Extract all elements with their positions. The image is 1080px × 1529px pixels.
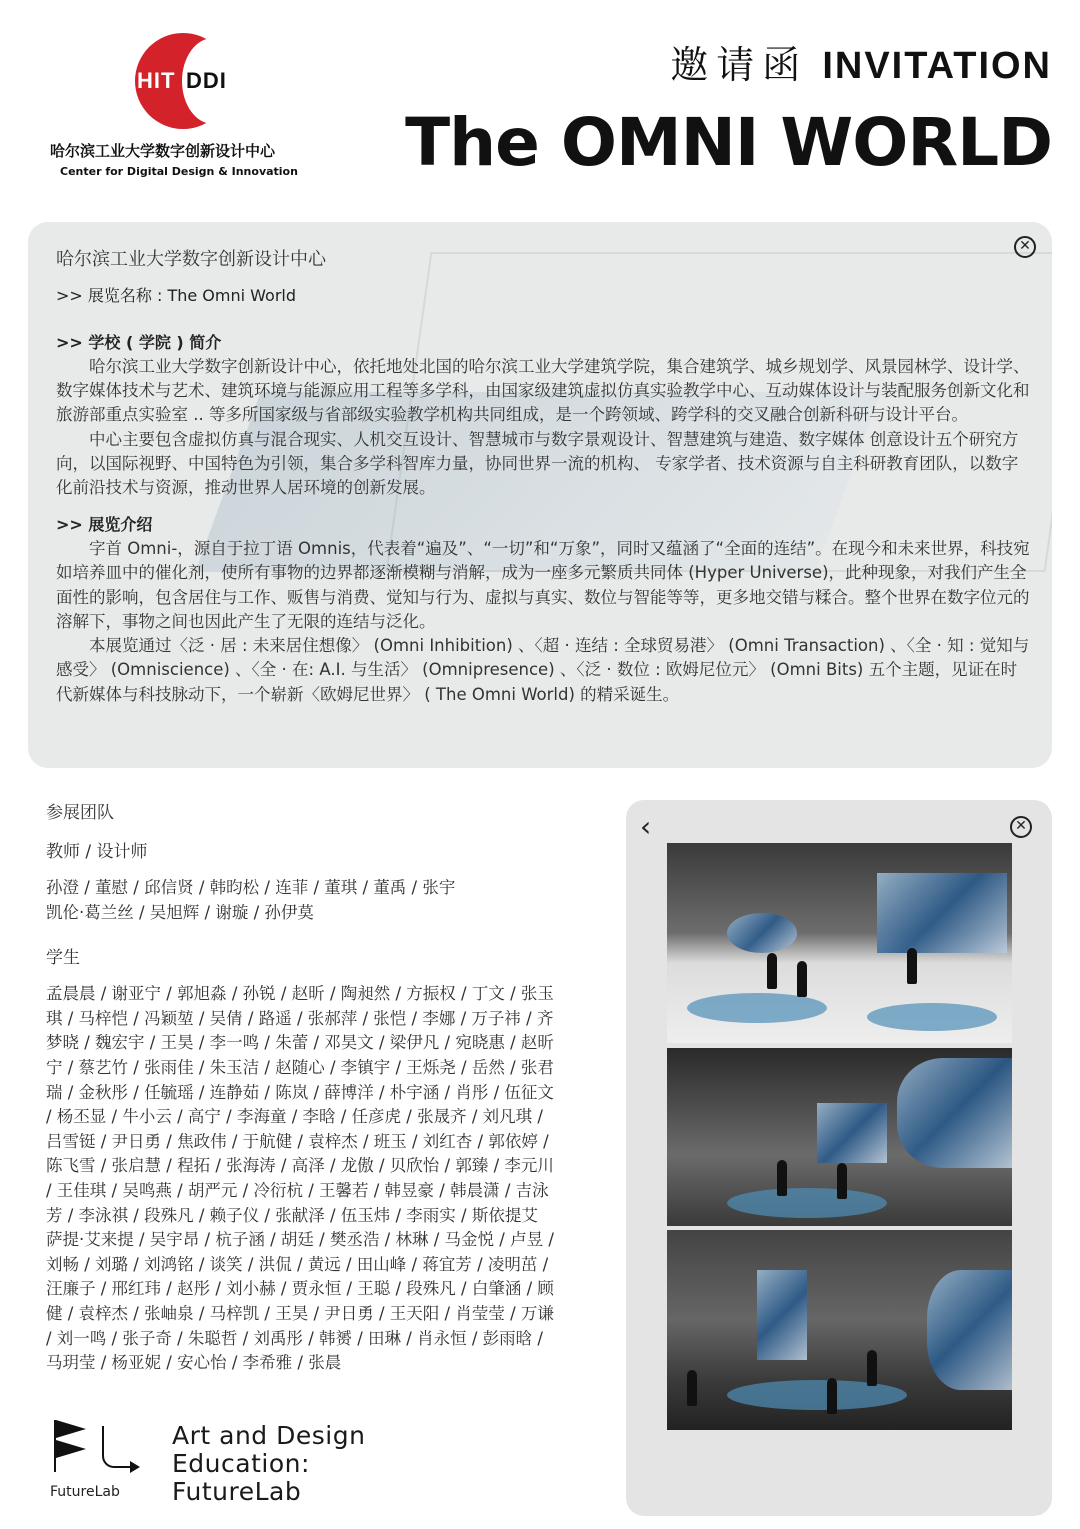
name-line: 孟晨晨 / 谢亚宁 / 郭旭淼 / 孙锐 / 赵昕 / 陶昶然 / 方振权 / 丁文 / 张玉 xyxy=(46,984,554,1004)
school-heading: >> 学校 ( 学院 ) 简介 xyxy=(56,332,222,352)
name-line: 梦晓 / 魏宏宇 / 王昊 / 李一鸣 / 朱蕾 / 邓昊文 / 梁伊凡 / 宛晓惠 / 赵昕 xyxy=(46,1033,554,1053)
invitation-en: INVITATION xyxy=(822,45,1052,87)
school-paragraph: 中心主要包含虚拟仿真与混合现实、人机交互设计、智慧城市与数字景观设计、智慧建筑与建造、数字媒体 创意设计五个研究方向，以国际视野、中国特色为引领，集合多学科智库力量，协同世界一流的机构、 专家学者、技术资源与自主科研教育团队，以数字化前沿技术与资源，推动世界人居环境的创新发展。 xyxy=(56,429,1019,498)
name-line: 琪 / 马梓恺 / 冯颖堃 / 吴倩 / 路遥 / 张郝萍 / 张恺 / 李娜 / 万子祎 / 齐 xyxy=(46,1008,554,1028)
teachers-heading: 教师 / 设计师 xyxy=(46,842,148,862)
name-line: 陈飞雪 / 张启慧 / 程拓 / 张海涛 / 高泽 / 龙傲 / 贝欣怡 / 郭臻 / 李元川 xyxy=(46,1156,554,1176)
flag-icon xyxy=(56,1440,86,1458)
name-line: 汪廉子 / 邢红玮 / 赵彤 / 刘小赫 / 贾永恒 / 王聪 / 段殊凡 / 白肇涵 / 顾 xyxy=(46,1279,554,1299)
name-line: 瑞 / 金秋彤 / 任毓瑶 / 连静茹 / 陈岚 / 薛博洋 / 朴宇涵 / 肖彤 / 伍征文 xyxy=(46,1082,554,1102)
hit-ddi-logo xyxy=(40,28,340,188)
futurelab-logo-name: FutureLab xyxy=(50,1484,120,1500)
name-line: / 刘一鸣 / 张子奇 / 朱聪哲 / 刘禹彤 / 韩赟 / 田琳 / 肖永恒 / 彭雨晗 / xyxy=(46,1328,543,1348)
name-line: / 王佳琪 / 吴鸣燕 / 胡严元 / 冷衍杭 / 王馨若 / 韩昱豪 / 韩晨潇 / 吉泳 xyxy=(46,1180,549,1200)
team-heading: 参展团队 xyxy=(46,803,114,823)
render-image-2 xyxy=(667,1048,1012,1226)
render-image-1 xyxy=(667,843,1012,1043)
name-line: 吕雪铤 / 尹日勇 / 焦政伟 / 于航健 / 袁梓杰 / 班玉 / 刘红杏 / 郭依婷 / xyxy=(46,1131,549,1151)
exhibit-name: >> 展览名称 : The Omni World xyxy=(56,286,297,306)
name-line: 芳 / 李泳祺 / 段殊凡 / 赖子仪 / 张献泽 / 伍玉炜 / 李雨实 / 斯依提艾 xyxy=(46,1205,538,1225)
students-list xyxy=(46,982,606,1376)
team-section xyxy=(46,798,606,1376)
teachers-list xyxy=(46,876,606,925)
futurelab-logo xyxy=(46,1420,166,1510)
flag-icon xyxy=(56,1420,86,1438)
name-line: 宁 / 蔡艺竹 / 张雨佳 / 朱玉洁 / 赵随心 / 李镇宇 / 王烁尧 / 岳然 / 张君 xyxy=(46,1057,554,1077)
exhibit-heading: >> 展览介绍 xyxy=(56,514,153,534)
name-line: 萨提·艾来提 / 吴宇昂 / 杭子涵 / 胡廷 / 樊丞浩 / 林琳 / 马金悦 / 卢昱 / xyxy=(46,1230,554,1250)
invitation-heading xyxy=(670,34,1052,89)
futurelab-tagline: Art and Design Education: FutureLab xyxy=(172,1421,366,1506)
close-icon[interactable]: ✕ xyxy=(1010,816,1032,838)
students-heading: 学生 xyxy=(46,948,80,969)
chevron-left-icon[interactable]: ‹ xyxy=(640,810,652,843)
arrow-icon xyxy=(102,1426,132,1468)
intro-card xyxy=(28,222,1052,768)
invitation-cn: 邀请函 xyxy=(670,45,809,87)
name-line: 健 / 袁梓杰 / 张岫泉 / 马梓凯 / 王昊 / 尹日勇 / 王天阳 / 肖莹莹 / 万谦 xyxy=(46,1303,554,1323)
render-image-3 xyxy=(667,1230,1012,1430)
name-line: 刘畅 / 刘璐 / 刘鸿铭 / 谈笑 / 洪侃 / 黄远 / 田山峰 / 蒋宜芳 / 凌明茁 / xyxy=(46,1254,549,1274)
org-name: 哈尔滨工业大学数字创新设计中心 xyxy=(56,249,326,270)
exhibit-paragraph: 本展览通过〈泛 · 居 : 未来居住想像〉 (Omni Inhibition) 、〈超 · 连结 : 全球贸易港〉 (Omni Transaction) 、〈全 · 知 : 觉知与感受〉 (Omniscience) 、〈全 · 在: A.I. 与生活〉 (Omnipresence) 、〈泛 · 数位 : 欧姆尼位元〉 (Omni Bits) 五个主题，见证在时代新媒体与科技脉动下，一个崭新〈欧姆尼世界〉 ( The Omni World) 的精采诞生。 xyxy=(56,636,1030,704)
name-line: / 杨丕显 / 牛小云 / 高宁 / 李海童 / 李晗 / 任彦虎 / 张晟齐 / 刘凡琪 / xyxy=(46,1107,543,1127)
render-gallery xyxy=(626,800,1052,1516)
logo-cn-name: 哈尔滨工业大学数字创新设计中心 xyxy=(50,142,276,160)
page-title: The OMNI WORLD xyxy=(405,104,1052,181)
school-paragraph: 哈尔滨工业大学数字创新设计中心，依托地处北国的哈尔滨工业大学建筑学院，集合建筑学、城乡规划学、风景园林学、设计学、数字媒体技术与艺术、建筑环境与能源应用工程等多学科，由国家级建筑虚拟仿真实验教学中心、互动媒体设计与装配服务创新文化和旅游部重点实验室 .. 等多所国家级与省部级实验教学机构共同组成，是一个跨领域、跨学科的交叉融合创新科研与设计平台。 xyxy=(56,356,1030,425)
exhibit-paragraph: 字首 Omni-，源自于拉丁语 Omnis，代表着“遍及”、“一切”和“万象”，同时又蕴涵了“全面的连结”。在现今和未来世界，科技宛如培养皿中的催化剂，使所有事物的边界都逐渐模糊与消解，成为一座多元繁质共同体 (Hyper Universe)，此种现象，对我们产生全面性的影响，包含居住与工作、贩售与消费、觉知与行为、虚拟与真实、数位与智能等等，更多地交错与糅合。整个世界在数字位元的溶解下，事物之间也因此产生了无限的连结与泛化。 xyxy=(56,538,1030,631)
name-line: 凯伦·葛兰丝 / 吴旭辉 / 谢璇 / 孙伊莫 xyxy=(46,902,314,922)
logo-mark-hit: HIT xyxy=(137,68,176,93)
name-line: 马玥莹 / 杨亚妮 / 安心怡 / 李希雅 / 张晨 xyxy=(46,1353,342,1373)
logo-en-name: Center for Digital Design & Innovation xyxy=(60,165,298,178)
close-icon[interactable]: ✕ xyxy=(1014,236,1036,258)
logo-mark-ddi: DDI xyxy=(186,68,227,93)
name-line: 孙澄 / 董慰 / 邱信贤 / 韩昀松 / 连菲 / 董琪 / 董禹 / 张宇 xyxy=(46,878,456,897)
